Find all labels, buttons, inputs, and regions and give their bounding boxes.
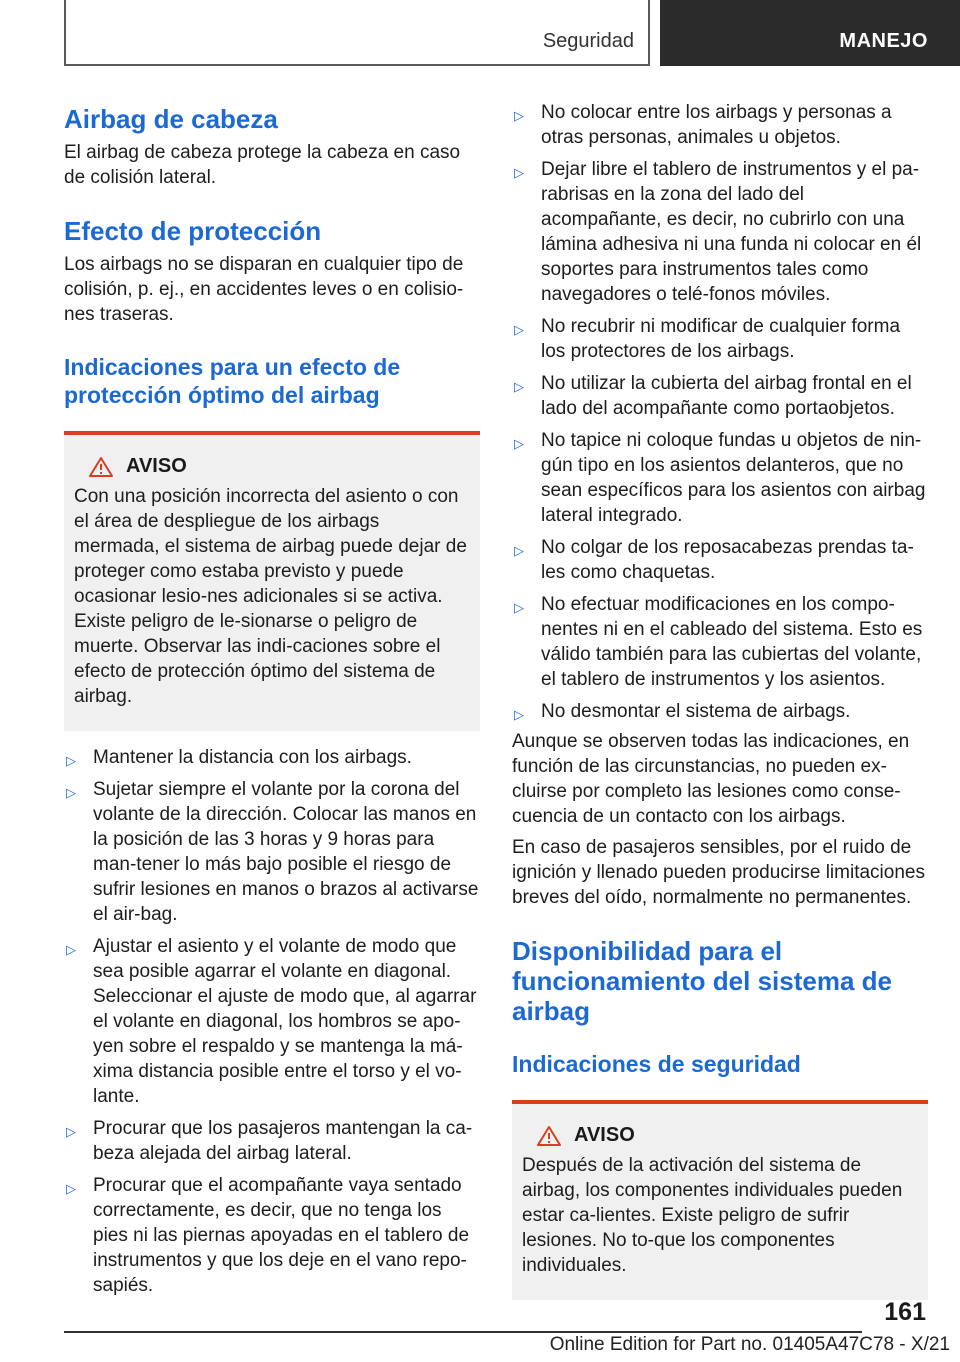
list-item: ▷ No tapice ni coloque fundas u objetos de nin-gún tipo en los asientos delanteros, que no sean específicos para los asientos con airbag lateral integrado. bbox=[514, 430, 926, 526]
warning-triangle-icon bbox=[536, 1125, 562, 1147]
list-item: ▷ No colgar de los reposacabezas prendas ta-les como chaquetas. bbox=[514, 537, 914, 583]
section-title: Seguridad bbox=[542, 30, 634, 52]
triangle-right-icon: ▷ bbox=[514, 322, 524, 337]
list-item: ▷ No utilizar la cubierta del airbag frontal en el lado del acompañante como portaobjetos. bbox=[514, 373, 912, 419]
header-chapter-tab[interactable] bbox=[660, 0, 960, 66]
list-item: ▷ No colocar entre los airbags y personas a otras personas, animales u objetos. bbox=[514, 102, 892, 148]
paragraph-aunque: Aunque se observen todas las indicaciones, en función de las circunstancias, no pueden ex-cluirse por completo las lesiones como conse-cuencia de un contacto con los airbags. bbox=[512, 731, 910, 827]
list-item: ▷ No efectuar modificaciones en los compo-nentes ni en el cableado del sistema. Esto es válido también para las cubiertas del volante, el tablero de instrumentos y los asientos. bbox=[514, 594, 923, 690]
warning-title bbox=[522, 1124, 918, 1147]
triangle-right-icon: ▷ bbox=[514, 165, 524, 180]
warning-label: AVISO bbox=[126, 455, 187, 477]
heading-disponibilidad: Disponibilidad para el funcionamiento del sistema de airbag bbox=[512, 936, 892, 1026]
list-item: ▷ No recubrir ni modificar de cualquier forma los protectores de los airbags. bbox=[514, 316, 901, 362]
warning-box-left bbox=[64, 431, 480, 731]
warning-triangle-icon bbox=[88, 456, 114, 478]
triangle-right-icon: ▷ bbox=[514, 436, 524, 451]
heading-indicaciones-seguridad: Indicaciones de seguridad bbox=[512, 1051, 801, 1077]
triangle-right-icon: ▷ bbox=[514, 379, 524, 394]
list-item: ▷ Procurar que el acompañante vaya sentado correctamente, es decir, que no tenga los pies ni las piernas apoyadas en el tablero de instrumentos y que los deje en el vano repo-sapiés. bbox=[66, 1175, 470, 1296]
list-item: ▷ Procurar que los pasajeros mantengan la ca-beza alejada del airbag lateral. bbox=[66, 1118, 473, 1164]
paragraph-pasajeros: En caso de pasajeros sensibles, por el ruido de ignición y llenado pueden producirse limitaciones breves del oído, normalmente no permanentes. bbox=[512, 837, 925, 908]
left-column bbox=[64, 98, 480, 1305]
heading-efecto-proteccion: Efecto de protección bbox=[64, 216, 322, 246]
warning-text: Con una posición incorrecta del asiento o con el área de despliegue de los airbags mermada, el sistema de airbag puede dejar de proteger como estaba previsto y puede ocasionar lesio-nes adicionales si se activa. Existe peligro de le-sionarse o peligro de muerte. Observar las indi-caciones sobre el efecto de protección óptimo del sistema de airbag. bbox=[74, 486, 467, 707]
footer-edition: Online Edition for Part no. 01405A47C78 - X/21 bbox=[549, 1334, 950, 1355]
triangle-right-icon: ▷ bbox=[66, 785, 76, 800]
paragraph-efecto-proteccion: Los airbags no se disparan en cualquier tipo de colisión, p. ej., en accidentes leves o en colisio-nes traseras. bbox=[64, 254, 464, 325]
triangle-right-icon: ▷ bbox=[66, 942, 76, 957]
triangle-right-icon: ▷ bbox=[514, 543, 524, 558]
paragraph-airbag-cabeza: El airbag de cabeza protege la cabeza en caso de colisión lateral. bbox=[64, 142, 461, 188]
list-item: ▷ Sujetar siempre el volante por la corona del volante de la dirección. Colocar las manos en la posición de las 3 horas y 9 horas para man-tener lo más bajo posible el riesgo de sufrir lesiones en manos o brazos al activarse el air-bag. bbox=[66, 779, 479, 925]
list-item: ▷ Ajustar el asiento y el volante de modo que sea posible agarrar el volante en diagonal. Seleccionar el ajuste de modo que, al agarrar el volante en diagonal, los hombros se apo-yen sobre el respaldo y se mantenga la má-xima distancia posible entre el torso y el vo-lante. bbox=[66, 936, 477, 1107]
list-item: ▷ Mantener la distancia con los airbags. bbox=[64, 745, 480, 770]
heading-indicaciones-efecto: Indicaciones para un efecto de protección óptimo del airbag bbox=[64, 354, 401, 408]
heading-airbag-cabeza: Airbag de cabeza bbox=[64, 104, 278, 134]
triangle-right-icon: ▷ bbox=[514, 108, 524, 123]
triangle-right-icon: ▷ bbox=[514, 707, 524, 722]
warning-label: AVISO bbox=[574, 1124, 635, 1146]
bullet-list-left bbox=[64, 745, 480, 1298]
triangle-right-icon: ▷ bbox=[66, 1181, 76, 1196]
triangle-right-icon: ▷ bbox=[66, 1124, 76, 1139]
header-section-box bbox=[64, 0, 650, 66]
chapter-title: MANEJO bbox=[839, 30, 928, 52]
triangle-right-icon: ▷ bbox=[514, 600, 524, 615]
right-column bbox=[512, 100, 928, 1300]
page-number: 161 bbox=[884, 1298, 926, 1326]
warning-title bbox=[74, 455, 470, 478]
warning-text: Después de la activación del sistema de airbag, los componentes individuales pueden estar ca-lientes. Existe peligro de sufrir lesiones. No to-que los componentes individuales. bbox=[522, 1155, 903, 1276]
footer-divider bbox=[64, 1331, 862, 1333]
bullet-list-right bbox=[512, 100, 928, 724]
warning-box-right bbox=[512, 1100, 928, 1300]
list-item: ▷ Dejar libre el tablero de instrumentos y el pa-rabrisas en la zona del lado del acompañante, es decir, no cubrirlo con una lámina adhesiva ni una funda ni colocar en él soportes para instrumentos tales como navegadores o telé-fonos móviles. bbox=[514, 159, 922, 305]
list-item: ▷ No desmontar el sistema de airbags. bbox=[512, 699, 928, 724]
triangle-right-icon: ▷ bbox=[66, 753, 76, 768]
